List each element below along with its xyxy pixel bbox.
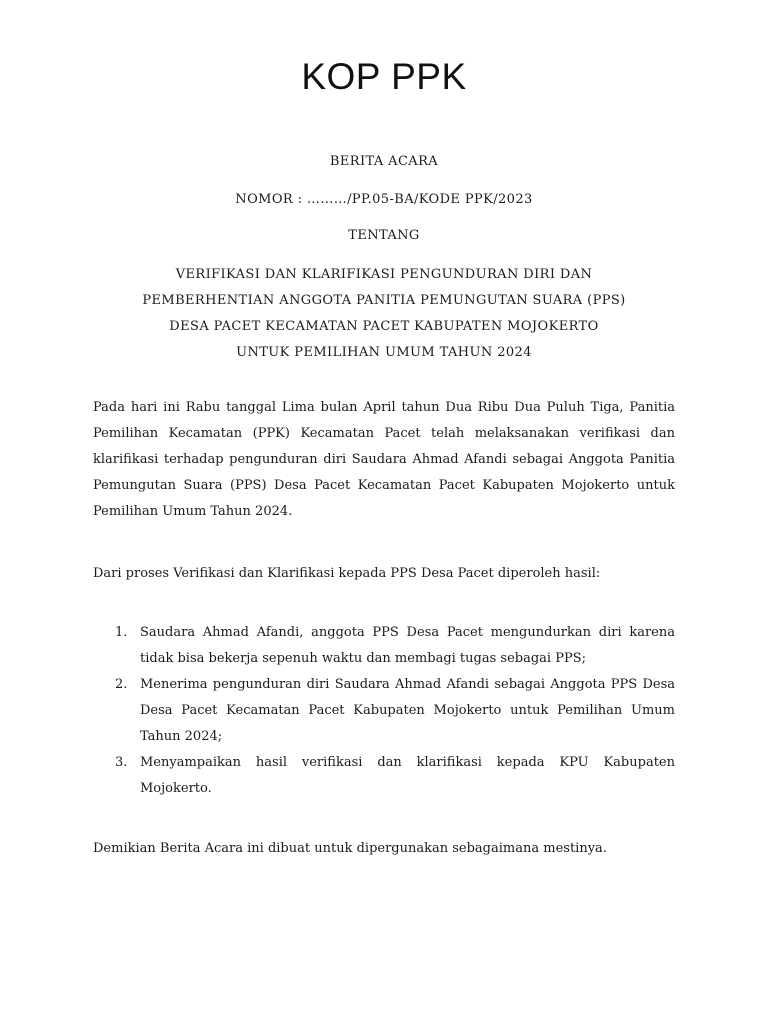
closing-paragraph: Demikian Berita Acara ini dibuat untuk dipergunakan sebagaimana mestinya. — [93, 841, 607, 856]
title-line: UNTUK PEMILIHAN UMUM TAHUN 2024 — [236, 345, 532, 360]
list-item — [93, 750, 675, 802]
list-item-number: 1. — [115, 625, 128, 640]
document-number: NOMOR : ………/PP.05-BA/KODE PPK/2023 — [235, 192, 533, 207]
document-title — [0, 262, 768, 366]
title-line: DESA PACET KECAMATAN PACET KABUPATEN MOJOKERTO — [169, 319, 599, 334]
list-item-text: Menerima pengunduran diri Saudara Ahmad Afandi sebagai Anggota PPS Desa Desa Pacet Kecamatan Pacet Kabupaten Mojokerto untuk Pemilihan Umum Tahun 2024; — [140, 677, 675, 744]
results-intro-paragraph: Dari proses Verifikasi dan Klarifikasi kepada PPS Desa Pacet diperoleh hasil: — [93, 566, 601, 581]
list-item-text: Saudara Ahmad Afandi, anggota PPS Desa Pacet mengundurkan diri karena tidak bisa bekerja sepenuh waktu dan membagi tugas sebagai PPS; — [140, 625, 675, 666]
list-item-number: 2. — [115, 677, 128, 692]
letterhead-title: KOP PPK — [301, 56, 467, 97]
opening-paragraph: Pada hari ini Rabu tanggal Lima bulan April tahun Dua Ribu Dua Puluh Tiga, Panitia Pemilihan Kecamatan (PPK) Kecamatan Pacet telah melaksanakan verifikasi dan klarifikasi terhadap pengunduran diri Saudara Ahmad Afandi sebagai Anggota Panitia Pemungutan Suara (PPS) Desa Pacet Kecamatan Pacet Kabupaten Mojokerto untuk Pemilihan Umum Tahun 2024. — [93, 400, 675, 519]
list-item — [93, 672, 675, 750]
list-item-number: 3. — [115, 755, 128, 770]
title-line: VERIFIKASI DAN KLARIFIKASI PENGUNDURAN DIRI DAN — [175, 267, 593, 282]
title-line: PEMBERHENTIAN ANGGOTA PANITIA PEMUNGUTAN SUARA (PPS) — [142, 293, 626, 308]
results-list — [93, 620, 675, 802]
list-item-text: Menyampaikan hasil verifikasi dan klarifikasi kepada KPU Kabupaten Mojokerto. — [140, 755, 675, 796]
document-about-label: TENTANG — [348, 228, 420, 243]
list-item — [93, 620, 675, 672]
document-type: BERITA ACARA — [329, 154, 439, 169]
